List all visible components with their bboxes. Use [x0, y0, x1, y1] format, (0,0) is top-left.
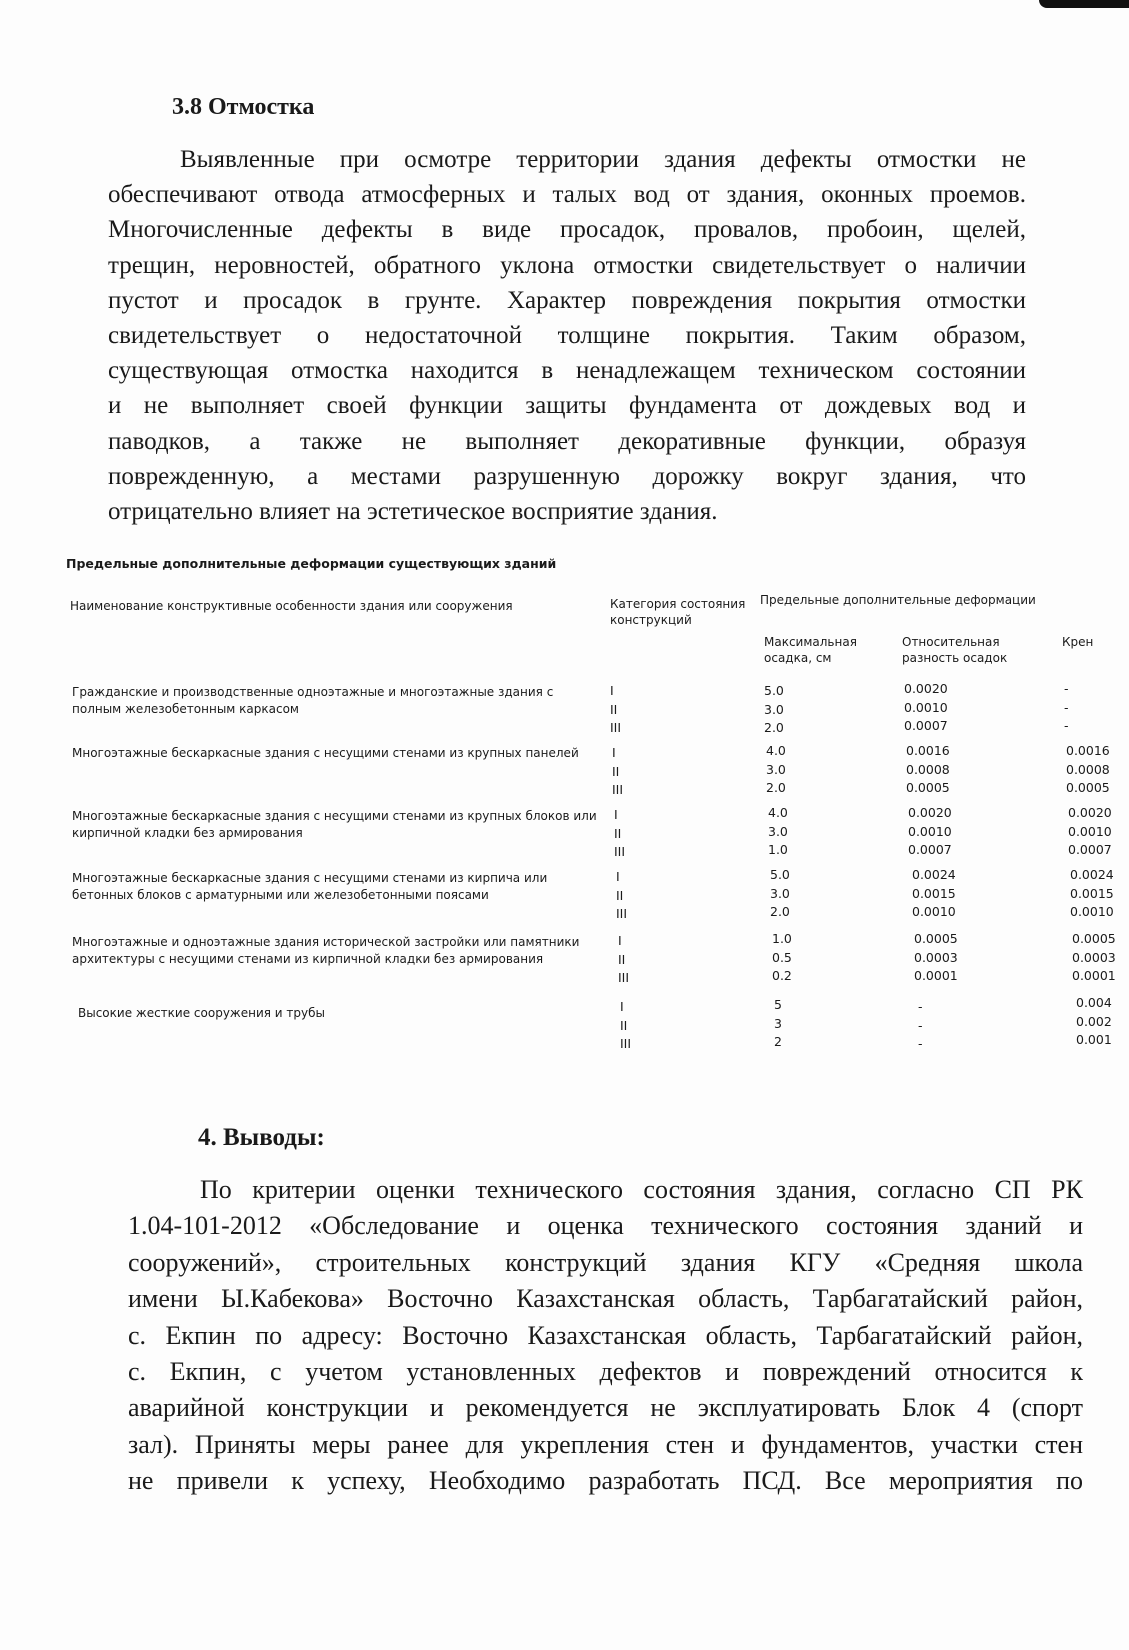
header-relative-difference — [902, 634, 1007, 666]
header-rel-line2: разность осадок — [902, 651, 1008, 665]
cell-rel: 0.0007 — [904, 718, 948, 733]
cell-roll: 0.0010 — [1068, 823, 1112, 839]
scan-edge-mark — [1039, 0, 1129, 8]
header-category-line2: конструкций — [610, 613, 692, 627]
table-row-rel — [912, 866, 956, 922]
cell-rel: 0.0010 — [908, 823, 952, 839]
cell-max: 2 — [774, 1034, 782, 1049]
section-3-8-paragraph — [108, 142, 1026, 529]
table-row-roll — [1066, 742, 1110, 798]
cell-category: III — [620, 1036, 632, 1051]
cell-roll: 0.001 — [1076, 1032, 1112, 1047]
cell-rel: 0.0008 — [906, 761, 950, 777]
cell-max: 5.0 — [770, 867, 790, 882]
paragraph-line: имени Ы.Кабекова» Восточно Казахстанская область, Тарбагатайский район, — [128, 1284, 1083, 1314]
table-row-category — [612, 744, 623, 800]
cell-roll: 0.0020 — [1068, 805, 1112, 820]
header-max-line1: Максимальная — [764, 635, 857, 649]
cell-category: I — [620, 999, 624, 1014]
cell-category: I — [616, 869, 620, 884]
cell-max: 5 — [774, 997, 782, 1012]
cell-category: III — [616, 906, 628, 921]
cell-category: II — [618, 951, 626, 967]
paragraph-line: обеспечивают отвода атмосферных и талых вод от здания, оконных проемов. — [108, 181, 1026, 209]
cell-rel: - — [918, 999, 923, 1014]
cell-category: I — [610, 683, 614, 698]
cell-max: 5.0 — [764, 683, 784, 698]
paragraph-line: Многочисленные дефекты в виде просадок, провалов, пробоин, щелей, — [108, 216, 1026, 244]
cell-rel: - — [918, 1017, 923, 1033]
paragraph-line: и не выполняет своей функции защиты фундамента от дождевых вод и — [108, 392, 1026, 420]
header-roll: Крен — [1062, 635, 1094, 649]
paragraph-line: свидетельствует о недостаточной толщине покрытия. Таким образом, — [108, 321, 1026, 349]
paragraph-line: зал). Приняты меры ранее для укрепления стен и фундаментов, участки стен — [128, 1429, 1083, 1459]
table-row-category — [610, 682, 621, 738]
paragraph-line: не привели к успеху, Необходимо разработать ПСД. Все мероприятия по — [128, 1466, 1083, 1496]
cell-roll: 0.0001 — [1072, 968, 1116, 983]
cell-category: II — [610, 701, 618, 717]
header-category-line1: Категория состояния — [610, 597, 746, 611]
table-row-name: Многоэтажные бескаркасные здания с несущими стенами из крупных панелей — [72, 746, 579, 760]
cell-category: I — [612, 745, 616, 760]
cell-roll: 0.0005 — [1072, 931, 1116, 946]
cell-max: 2.0 — [764, 720, 784, 735]
table-row-category — [620, 998, 631, 1054]
cell-roll: - — [1064, 681, 1069, 696]
section-4-paragraph — [128, 1172, 1083, 1500]
cell-max: 4.0 — [766, 743, 786, 758]
cell-roll: 0.0024 — [1070, 867, 1114, 882]
cell-max: 1.0 — [772, 931, 792, 946]
cell-roll: 0.0003 — [1072, 949, 1116, 965]
paragraph-line: пустот и просадок в грунте. Характер повреждения покрытия отмостки — [108, 286, 1026, 314]
cell-rel: 0.0020 — [908, 805, 952, 820]
cell-category: III — [614, 844, 626, 859]
cell-max: 0.5 — [772, 949, 792, 965]
cell-max: 3.0 — [768, 823, 788, 839]
header-deformations: Предельные дополнительные деформации — [760, 593, 1036, 607]
cell-rel: 0.0005 — [914, 931, 958, 946]
table-row-rel — [918, 998, 923, 1054]
cell-max: 3.0 — [770, 885, 790, 901]
cell-rel: 0.0005 — [906, 780, 950, 795]
table-row-rel — [914, 930, 958, 986]
cell-max: 3 — [774, 1015, 782, 1031]
paragraph-line: аварийной конструкции и рекомендуется не эксплуатировать Блок 4 (спорт — [128, 1393, 1083, 1423]
table-row-roll — [1068, 804, 1112, 860]
paragraph-line: существующая отмостка находится в ненадлежащем техническом состоянии — [108, 357, 1026, 385]
cell-max: 3.0 — [766, 761, 786, 777]
cell-max: 2.0 — [766, 780, 786, 795]
table-row-category — [614, 806, 625, 862]
header-name: Наименование конструктивные особенности здания или сооружения — [70, 599, 513, 613]
header-max-settlement — [764, 634, 857, 666]
table-caption: Предельные дополнительные деформации существующих зданий — [66, 556, 557, 571]
paragraph-line: Выявленные при осмотре территории здания дефекты отмостки не — [180, 146, 1026, 173]
paragraph-line: паводков, а также не выполняет декоративные функции, образуя — [108, 427, 1026, 455]
cell-roll: 0.004 — [1076, 995, 1112, 1010]
cell-rel: 0.0003 — [914, 949, 958, 965]
paragraph-line: 1.04-101-2012 «Обследование и оценка технического состояния зданий и — [128, 1211, 1083, 1241]
cell-roll: - — [1064, 718, 1069, 733]
cell-rel: 0.0010 — [904, 699, 948, 715]
cell-roll: 0.0005 — [1066, 780, 1110, 795]
table-row-name: Высокие жесткие сооружения и трубы — [78, 1006, 325, 1020]
paragraph-line: с. Екпин, с учетом установленных дефектов и повреждений относится к — [128, 1356, 1083, 1386]
cell-roll: 0.0015 — [1070, 885, 1114, 901]
cell-category: III — [612, 782, 624, 797]
paragraph-line: отрицательно влияет на эстетическое восприятие здания. — [108, 497, 718, 525]
cell-category: II — [620, 1017, 628, 1033]
header-rel-line1: Относительная — [902, 635, 1000, 649]
table-row-max — [774, 996, 782, 1052]
table-row-roll — [1072, 930, 1116, 986]
table-row-category — [616, 868, 627, 924]
section-heading-3-8: 3.8 Отмостка — [172, 94, 315, 120]
table-row-category — [618, 932, 629, 988]
cell-category: II — [612, 763, 620, 779]
table-row-max — [770, 866, 790, 922]
cell-category: I — [614, 807, 618, 822]
cell-roll: 0.002 — [1076, 1013, 1112, 1029]
paragraph-line: трещин, неровностей, обратного уклона отмостки свидетельствует о наличии — [108, 251, 1026, 279]
header-category — [610, 596, 745, 628]
table-row-name: Многоэтажные бескаркасные здания с несущими стенами из кирпича или бетонных блоков с арматурными или железобетонными поясами — [72, 871, 548, 902]
table-row-max — [766, 742, 786, 798]
paragraph-line: с. Екпин по адресу: Восточно Казахстанская область, Тарбагатайский район, — [128, 1320, 1083, 1350]
cell-rel: - — [918, 1036, 923, 1051]
paragraph-line: По критерии оценки технического состояния здания, согласно СП РК — [200, 1175, 1083, 1204]
table-row-rel — [906, 742, 950, 798]
table-row-roll — [1076, 994, 1112, 1050]
cell-roll: - — [1064, 699, 1069, 715]
header-max-line2: осадка, см — [764, 651, 832, 665]
cell-rel: 0.0001 — [914, 968, 958, 983]
cell-roll: 0.0007 — [1068, 842, 1112, 857]
cell-max: 0.2 — [772, 968, 792, 983]
paragraph-line: сооружений», строительных конструкций здания КГУ «Средняя школа — [128, 1247, 1083, 1277]
cell-category: III — [618, 970, 630, 985]
table-row-roll — [1070, 866, 1114, 922]
cell-max: 3.0 — [764, 701, 784, 717]
cell-rel: 0.0020 — [904, 681, 948, 696]
cell-category: III — [610, 720, 622, 735]
cell-max: 2.0 — [770, 904, 790, 919]
cell-category: I — [618, 933, 622, 948]
cell-rel: 0.0024 — [912, 867, 956, 882]
cell-roll: 0.0016 — [1066, 743, 1110, 758]
table-row-roll — [1064, 680, 1069, 736]
table-row-rel — [904, 680, 948, 736]
cell-roll: 0.0010 — [1070, 904, 1114, 919]
cell-max: 1.0 — [768, 842, 788, 857]
paragraph-line: поврежденную, а местами разрушенную дорожку вокруг здания, что — [108, 462, 1026, 490]
cell-rel: 0.0016 — [906, 743, 950, 758]
table-row-name: Гражданские и производственные одноэтажные и многоэтажные здания с полным железобетонным каркасом — [72, 685, 554, 716]
table-row-max — [768, 804, 788, 860]
cell-category: II — [614, 825, 622, 841]
cell-max: 4.0 — [768, 805, 788, 820]
table-row-rel — [908, 804, 952, 860]
cell-category: II — [616, 887, 624, 903]
cell-rel: 0.0015 — [912, 885, 956, 901]
section-heading-4: 4. Выводы: — [198, 1124, 325, 1151]
table-row-max — [764, 682, 784, 738]
cell-roll: 0.0008 — [1066, 761, 1110, 777]
table-row-name: Многоэтажные и одноэтажные здания исторической застройки или памятники архитектуры с несущими стенами из кирпичной кладки без армирования — [72, 935, 580, 966]
table-row-name: Многоэтажные бескаркасные здания с несущими стенами из крупных блоков или кирпичной кладки без армирования — [72, 809, 597, 840]
table-row-max — [772, 930, 792, 986]
cell-rel: 0.0007 — [908, 842, 952, 857]
cell-rel: 0.0010 — [912, 904, 956, 919]
